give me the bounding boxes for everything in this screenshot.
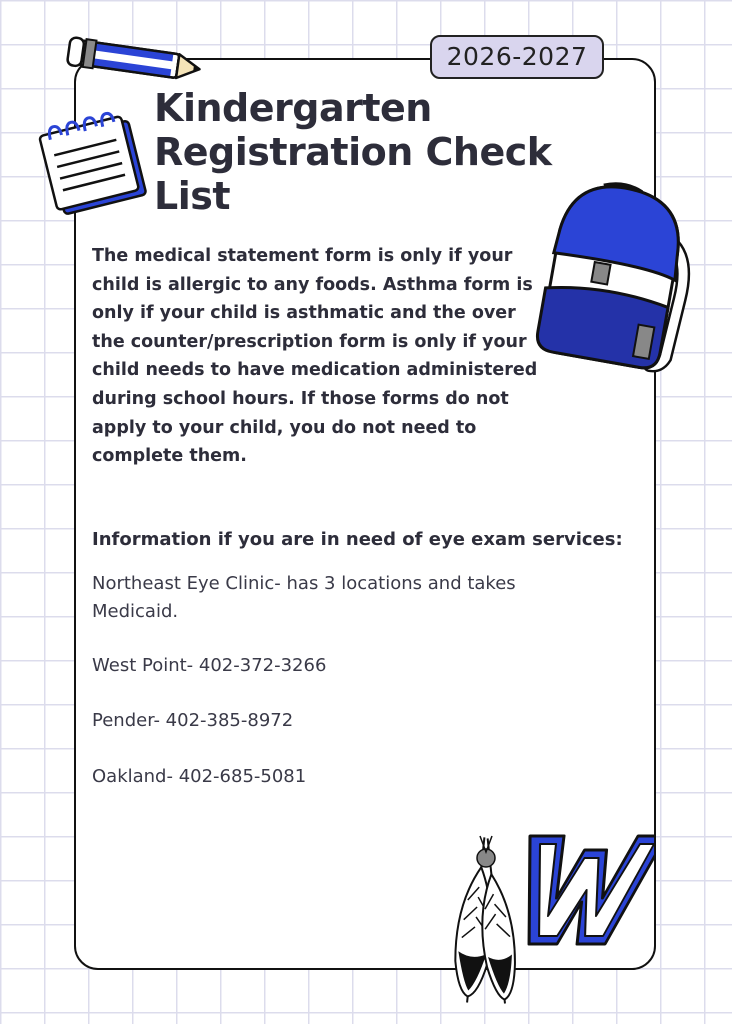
location-west-point: West Point- 402-372-3266 xyxy=(92,655,327,676)
feathers-icon xyxy=(446,828,526,1012)
intro-paragraph: The medical statement form is only if your child is allergic to any foods. Asthma form is only if your child is asthmatic and the over the counter/prescription form is only if your child needs to have medication administered during school hours. If those forms do not apply to your child, you do not need to complete them. xyxy=(92,246,538,467)
eye-services-heading: Information if you are in need of eye exam services: xyxy=(92,529,623,550)
page-title: Kindergarten Registration Check List xyxy=(154,86,552,218)
w-logo-letter: W xyxy=(494,820,495,821)
clinic-info: Northeast Eye Clinic- has 3 locations and takes Medicaid. xyxy=(92,573,516,622)
location-oakland: Oakland- 402-685-5081 xyxy=(92,766,307,787)
pencil-icon xyxy=(64,36,208,86)
year-badge: 2026-2027 xyxy=(430,35,604,79)
notepad-icon xyxy=(32,108,156,224)
backpack-icon xyxy=(528,180,704,380)
location-pender: Pender- 402-385-8972 xyxy=(92,710,294,731)
